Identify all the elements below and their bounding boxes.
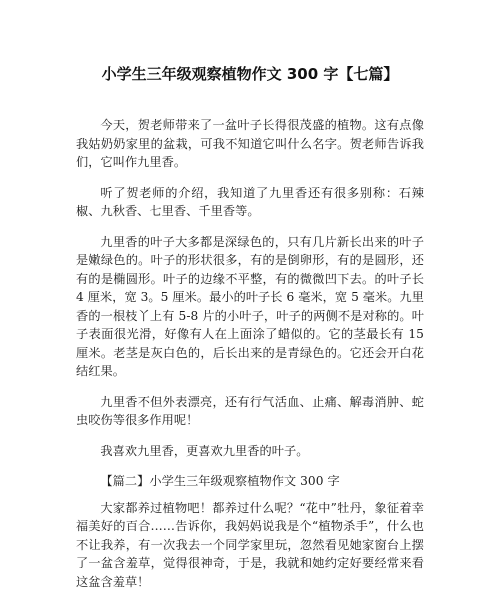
paragraph: 听了贺老师的介绍，我知道了九里香还有很多别称：石辣椒、九秋香、七里香、千里香等。	[76, 185, 424, 218]
paragraph: 今天，贺老师带来了一盆叶子长得很茂盛的植物。这有点像我姑奶奶家里的盆栽，可我不知道它叫什么名字。贺老师告诉我们，它叫作九里香。	[76, 118, 424, 169]
document-body	[76, 116, 424, 603]
document-title: 小学生三年级观察植物作文 300 字【七篇】	[101, 65, 399, 83]
paragraph: 九里香不但外表漂亮，还有行气活血、止痛、解毒消肿、蛇虫咬伤等很多作用呢！	[76, 394, 424, 427]
paragraph: 九里香的叶子大多都是深绿色的，只有几片新长出来的叶子是嫩绿色的。叶子的形状很多，有的是倒卵形，有的是圆形，还有的是椭圆形。叶子的边缘不平整，有的微微凹下去。的叶子长 4 厘米，宽 3。5 厘米。最小的叶子长 6 毫米，宽 5 毫米。九里香的一根枝丫上有 5-8 片的小叶子，叶子的两侧不是对称的。叶子表面很光滑，好像有人在上面涂了蜡似的。它的茎最长有 15 厘米。老茎是灰白色的，后长出来的是青绿色的。它还会开白花结红果。	[76, 234, 424, 378]
section-heading: 【篇二】小学生三年级观察植物作文 300 字	[100, 474, 340, 488]
paragraph: 我喜欢九里香，更喜欢九里香的叶子。	[100, 443, 309, 458]
paragraph: 大家都养过植物吧！都养过什么呢？“花中”牡丹，象征着幸福美好的百合……告诉你，我妈妈说我是个“植物杀手”，什么也不让我养，有一次我去一个同学家里玩，忽然看见她家窗台上摆了一盆含羞草，觉得很神奇，于是，我就和她约定好要经常来看这盆含羞草！	[76, 500, 424, 589]
